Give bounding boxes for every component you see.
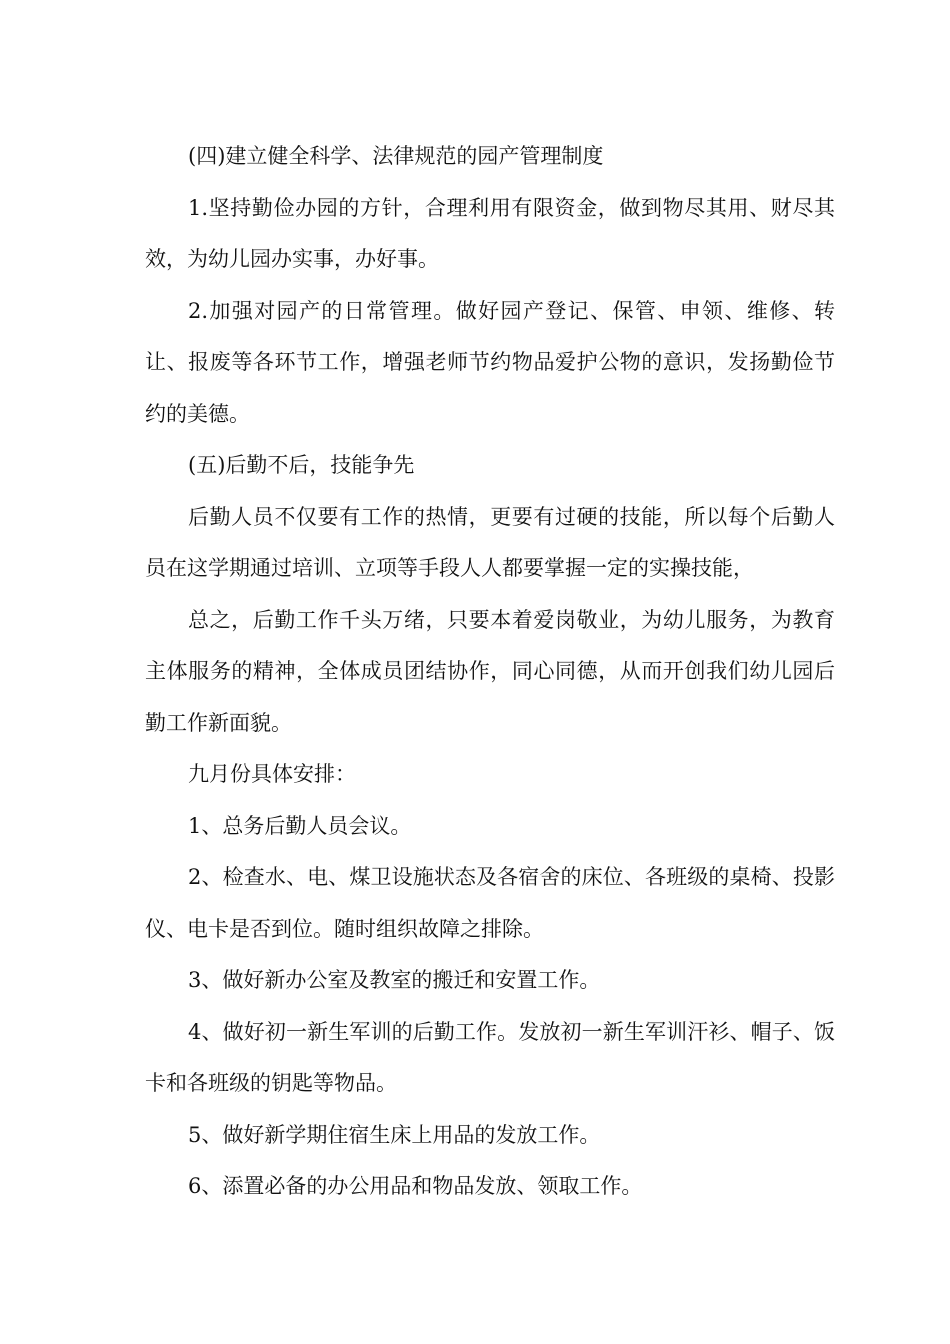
plan-item-4: 4、做好初一新生军训的后勤工作。发放初一新生军训汗衫、帽子、饭卡和各班级的钥匙等物品。: [145, 1019, 835, 1095]
paragraph-item-2: 2.加强对园产的日常管理。做好园产登记、保管、申领、维修、转让、报废等各环节工作，增强老师节约物品爱护公物的意识，发扬勤俭节约的美德。: [145, 298, 835, 426]
paragraph-summary: 总之，后勤工作千头万绪，只要本着爱岗敬业，为幼儿服务，为教育主体服务的精神，全体成员团结协作，同心同德，从而开创我们幼儿园后勤工作新面貌。: [145, 607, 835, 735]
paragraph-item-1: 1.坚持勤俭办园的方针，合理利用有限资金，做到物尽其用、财尽其效，为幼儿园办实事，办好事。: [145, 195, 835, 271]
section-heading-5: (五)后勤不后，技能争先: [188, 453, 415, 477]
section-heading-4: (四)建立健全科学、法律规范的园产管理制度: [188, 144, 604, 168]
plan-item-2: 2、检查水、电、煤卫设施状态及各宿舍的床位、各班级的桌椅、投影仪、电卡是否到位。随时组织故障之排除。: [145, 865, 835, 941]
plan-item-3: 3、做好新办公室及教室的搬迁和安置工作。: [188, 968, 601, 992]
plan-item-1: 1、总务后勤人员会议。: [188, 813, 412, 838]
plan-item-6: 6、添置必备的办公用品和物品发放、领取工作。: [188, 1174, 643, 1198]
plan-item-5: 5、做好新学期住宿生床上用品的发放工作。: [188, 1122, 601, 1147]
paragraph-logistics-skills: 后勤人员不仅要有工作的热情，更要有过硬的技能，所以每个后勤人员在这学期通过培训、立项等手段人人都要掌握一定的实操技能，: [145, 504, 835, 580]
september-plan-heading: 九月份具体安排：: [188, 762, 356, 786]
document-body: [145, 131, 835, 1213]
